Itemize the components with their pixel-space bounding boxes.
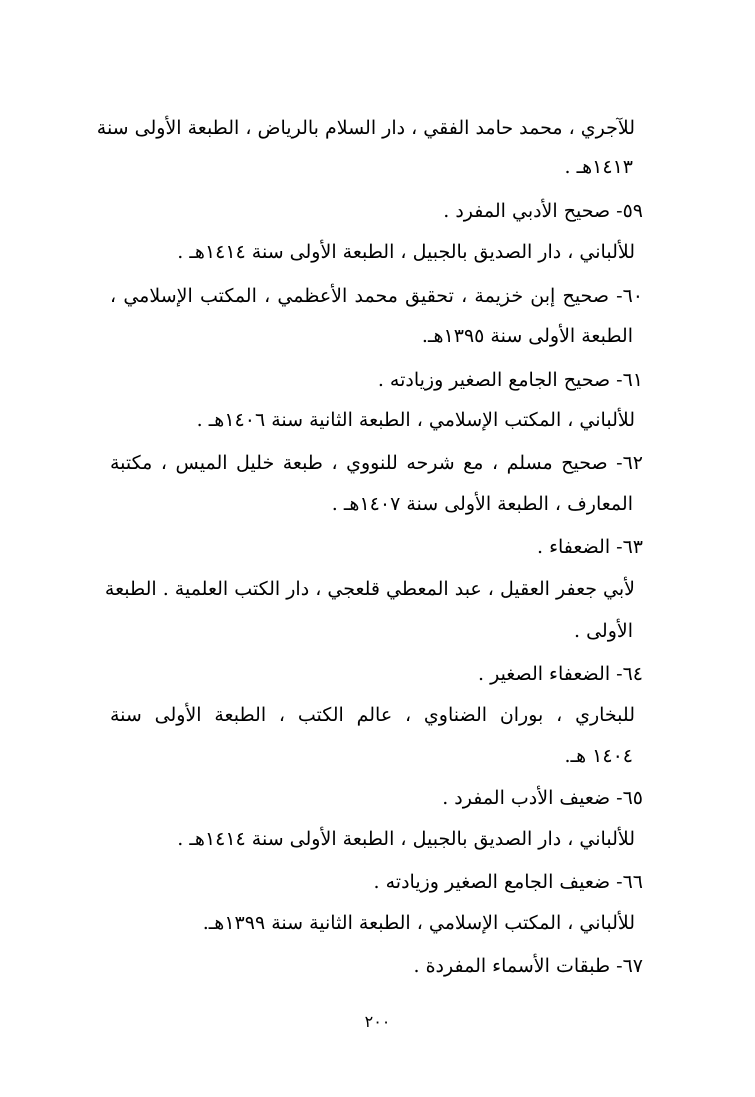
text-line: للبخاري ، بوران الضناوي ، عالم الكتب ، الطبعة الأولى سنة bbox=[110, 704, 635, 726]
text-line: ١٤٠٤ هـ. bbox=[564, 745, 633, 767]
text-line: ١٤١٣هـ . bbox=[564, 156, 633, 178]
text-line: للألباني ، دار الصديق بالجبيل ، الطبعة الأولى سنة ١٤١٤هـ . bbox=[177, 828, 635, 850]
text-line: المعارف ، الطبعة الأولى سنة ١٤٠٧هـ . bbox=[331, 493, 633, 515]
entry-title: ٦٠- صحيح إبن خزيمة ، تحقيق محمد الأعظمي ، المكتب الإسلامي ، bbox=[110, 285, 643, 307]
entry-title: ٥٩- صحيح الأدبي المفرد . bbox=[443, 200, 643, 222]
text-line: للآجري ، محمد حامد الفقي ، دار السلام بالرياض ، الطبعة الأولى سنة bbox=[96, 117, 635, 139]
text-line: للألباني ، المكتب الإسلامي ، الطبعة الثانية سنة ١٣٩٩هـ. bbox=[202, 912, 635, 934]
text-line: للألباني ، المكتب الإسلامي ، الطبعة الثانية سنة ١٤٠٦هـ . bbox=[196, 409, 635, 431]
text-line: الأولى . bbox=[574, 620, 633, 642]
entry-title: ٦١- صحيح الجامع الصغير وزيادته . bbox=[377, 369, 643, 391]
text-line: للألباني ، دار الصديق بالجبيل ، الطبعة الأولى سنة ١٤١٤هـ . bbox=[177, 241, 635, 263]
entry-title: ٦٦- ضعيف الجامع الصغير وزيادته . bbox=[373, 871, 643, 893]
text-line: لأبي جعفر العقيل ، عبد المعطي قلعجي ، دار الكتب العلمية . الطبعة bbox=[104, 578, 635, 600]
entry-title: ٦٥- ضعيف الأدب المفرد . bbox=[442, 787, 643, 809]
page-number: ٢٠٠ bbox=[364, 1012, 391, 1031]
text-line: الطبعة الأولى سنة ١٣٩٥هـ. bbox=[421, 325, 633, 347]
entry-title: ٦٢- صحيح مسلم ، مع شرحه للنووي ، طبعة خليل الميس ، مكتبة bbox=[110, 452, 643, 474]
entry-title: ٦٤- الضعفاء الصغير . bbox=[478, 663, 643, 685]
entry-title: ٦٧- طبقات الأسماء المفردة . bbox=[413, 955, 643, 977]
entry-title: ٦٣- الضعفاء . bbox=[536, 536, 643, 558]
